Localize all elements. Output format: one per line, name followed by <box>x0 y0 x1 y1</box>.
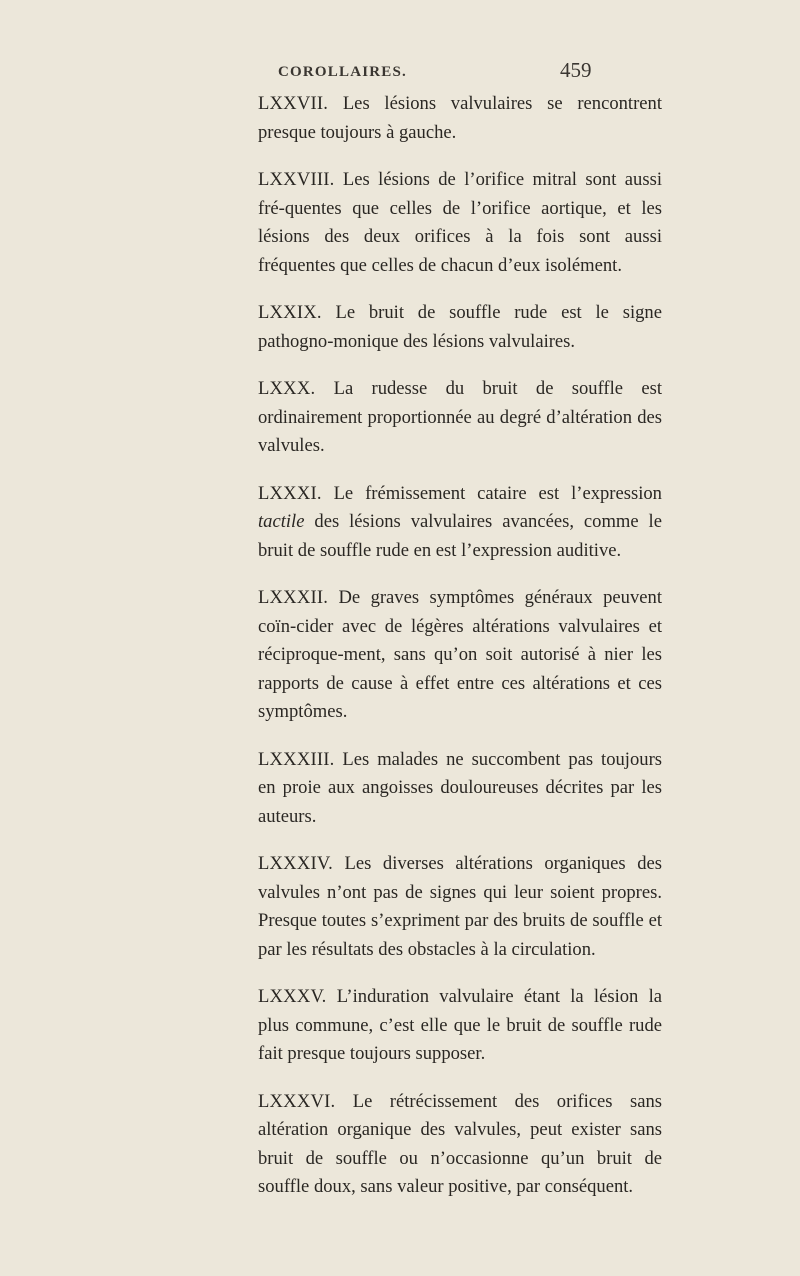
corollary-text: Les lésions valvulaires se rencontrent presque toujours à gauche. <box>258 93 662 143</box>
corollary-text: Les malades ne succombent pas toujours en proie aux angoisses douloureuses décrites par les auteurs. <box>258 748 662 827</box>
corollary-text: De graves symptômes généraux peuvent coïn-cider avec de légères altérations valvulaires et réciproque-ment, sans qu’on soit autorisé à nier les rapports de cause à effet entre ces altérations et ces symptômes. <box>258 587 662 722</box>
corollary-number: LXXXV. <box>258 986 327 1007</box>
italic-term: tactile <box>258 511 305 532</box>
corollary-number: LXXXIV. <box>258 853 333 874</box>
corollary-text: Les lésions de l’orifice mitral sont aussi fré-quentes que celles de l’orifice aortique, et les lésions des deux orifices à la fois sont aussi fréquentes que celles de chacun d’eux isolément. <box>258 169 662 276</box>
corollary-number: LXXIX. <box>258 302 322 323</box>
corollary-86 <box>258 1088 662 1202</box>
corollary-79 <box>258 299 662 356</box>
corollary-number: LXXXVI. <box>258 1090 336 1112</box>
page-number: 459 <box>560 58 592 82</box>
corollary-78 <box>258 166 662 280</box>
corollary-text-after: des lésions valvulaires avancées, comme le bruit de souffle rude en est l’expression auditive. <box>258 511 662 561</box>
body-text <box>258 90 662 1221</box>
corollary-81 <box>258 480 662 566</box>
corollary-text: L’induration valvulaire étant la lésion la plus commune, c’est elle que le bruit de souffle rude fait presque toujours supposer. <box>258 986 662 1064</box>
corollary-77 <box>258 90 662 147</box>
corollary-text: La rudesse du bruit de souffle est ordinairement proportionnée au degré d’altération des valvules. <box>258 378 662 456</box>
corollary-82 <box>258 584 662 727</box>
corollary-number: LXXXI. <box>258 482 322 504</box>
corollary-80 <box>258 375 662 461</box>
corollary-85 <box>258 983 662 1069</box>
corollary-text: Le rétrécissement des orifices sans altération organique des valvules, peut exister sans bruit de souffle ou n’occasionne qu’un bruit de souffle doux, sans valeur positive, par conséquent. <box>258 1090 662 1197</box>
corollary-number: LXXVII. <box>258 93 329 114</box>
corollary-83 <box>258 746 662 832</box>
corollary-number: LXXXII. <box>258 587 329 608</box>
corollary-number: LXXX. <box>258 378 316 399</box>
corollary-text: Les diverses altérations organiques des valvules n’ont pas de signes qui leur soient propres. Presque toutes s’expriment par des bruits de souffle et par les résultats des obstacles à la circulation. <box>258 853 662 960</box>
corollary-number: LXXVIII. <box>258 169 335 190</box>
corollary-84 <box>258 850 662 964</box>
corollary-number: LXXXIII. <box>258 748 335 770</box>
corollary-text: Le bruit de souffle rude est le signe pathogno-monique des lésions valvulaires. <box>258 302 662 352</box>
running-head: COROLLAIRES. <box>278 64 408 80</box>
page-header <box>0 58 800 88</box>
corollary-text-before: Le frémissement cataire est l’expression <box>333 482 662 504</box>
